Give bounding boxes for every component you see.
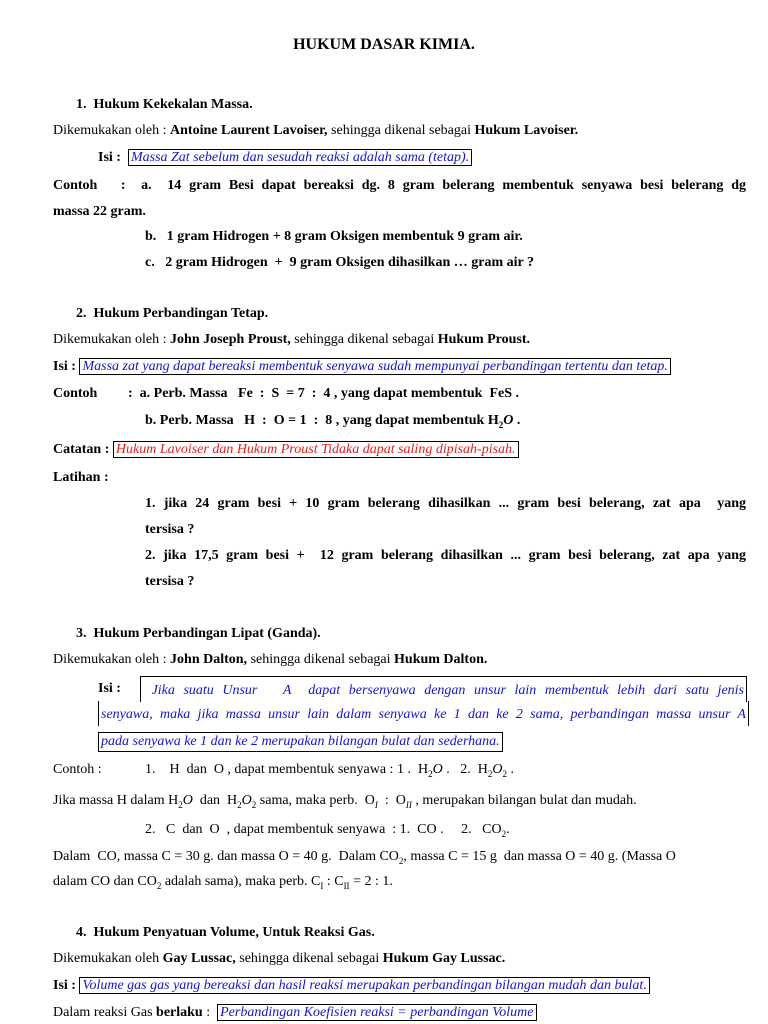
subscript: I [374,799,378,810]
law-name: Hukum Lavoiser. [474,123,579,138]
page-title: HUKUM DASAR KIMIA. [293,36,475,53]
section-3-explanation-line2 [53,873,393,895]
rule-prefix: Dalam reaksi Gas [53,1005,157,1020]
ratio-colon: : O [377,793,406,808]
exercise-2-line2: tersisa ? [145,574,195,589]
isi-label: Isi : [53,359,76,374]
element-o: O [432,762,443,777]
author-mid: sehingga dikenal sebagai [327,123,475,138]
formula-element: O [503,413,514,428]
element-o: O [492,762,503,777]
example-1-end: . [506,762,514,777]
author-mid: sehingga dikenal sebagai [235,951,383,966]
isi-box-row2 [98,701,749,726]
author-mid: sehingga dikenal sebagai [247,652,395,667]
subscript: 2 [398,855,404,866]
subscript: 2 [428,768,433,779]
subscript: 2 [237,799,242,810]
author-prefix: Dikemukakan oleh [53,951,163,966]
exercise-2-line1: 2. jika 17,5 gram besi + 12 gram belerang dihasilkan ... gram besi belerang, zat apa yang [145,548,746,563]
ratio-mid: dan H [192,793,238,808]
author-prefix: Dikemukakan oleh : [53,652,171,667]
section-3-heading: 3. Hukum Perbandingan Lipat (Ganda). [76,626,321,641]
section-3-example-2 [145,821,510,843]
section-2-note [53,441,519,459]
isi-box: Massa zat yang dapat bereaksi membentuk senyawa sudah mempunyai perbandingan tertentu dan tetap. [79,358,670,375]
explanation-d: = 2 : 1. [349,874,393,889]
subscript: 2 [501,828,507,839]
section-1-heading: 1. Hukum Kekekalan Massa. [76,97,253,112]
formula-prefix: b. Perb. Massa H : O = 1 : 8 , yang dapat membentuk H [145,413,499,428]
section-2-example-a: : a. Perb. Massa Fe : S = 7 : 4 , yang dapat membentuk FeS . [128,386,520,401]
note-box: Hukum Lavoiser dan Hukum Proust Tidaka dapat saling dipisah-pisah. [113,441,519,458]
ratio-prefix: Jika massa H dalam H [53,793,179,808]
author-mid: sehingga dikenal sebagai [290,332,438,347]
subscript: 2 [487,768,493,779]
rule-box: Perbandingan Koefisien reaksi = perbandingan Volume [217,1004,536,1021]
section-2-example-label: Contoh [53,386,98,401]
isi-label: Isi : [53,978,76,993]
subscript: 2 [251,799,257,810]
isi-line1: Jika suatu Unsur A dapat bersenyawa dengan unsur lain membentuk lebih dari satu jenis [143,683,744,698]
exercise-1-line1: 1. jika 24 gram besi + 10 gram belerang dihasilkan ... gram besi belerang, zat apa yang [145,496,746,511]
section-2-exercise-label: Latihan : [53,470,109,485]
section-3-explanation-line1 [53,848,746,870]
section-2-example-b [145,412,520,434]
section-3-author [53,651,487,669]
formula-subscript: 2 [498,419,504,430]
explanation-a: Dalam CO, massa C = 30 g. dan massa O = 40 g. Dalam CO [53,849,399,864]
subscript: 2 [156,880,162,891]
isi-label: Isi : [98,150,121,165]
exercise-2 [145,543,746,595]
subscript: II [343,880,350,891]
subscript: II [405,799,412,810]
section-3-isi-label: Isi : [98,681,121,696]
section-3-ratio-line [53,792,637,814]
explanation-a: dalam CO dan CO [53,874,157,889]
author-name: John Joseph Proust, [170,332,291,347]
example-1-text: 1. H dan O , dapat membentuk senyawa : 1 . H [145,762,429,777]
section-2-author [53,331,530,349]
exercise-1-line2: tersisa ? [145,522,195,537]
ratio-mid2: sama, maka perb. O [256,793,375,808]
section-1-example-a-line1: Contoh : a. 14 gram Besi dapat bereaksi dg. 8 gram belerang membentuk senyawa besi belerang dg [53,178,746,193]
section-1-author [53,122,578,140]
section-4-rule [53,1004,537,1022]
explanation-b: , massa C = 15 g dan massa O = 40 g. (Massa O [403,849,676,864]
subscript: 2 [178,799,183,810]
law-name: Hukum Proust. [437,332,531,347]
section-3-example-1 [145,761,514,783]
isi-box: Volume gas gas yang bereaksi dan hasil reaksi merupakan perbandingan bilangan mudah dan bulat. [79,977,649,994]
law-name: Hukum Gay Lussac. [382,951,506,966]
section-4-author [53,950,505,968]
ratio-end: , merupakan bilangan bulat dan mudah. [411,793,637,808]
example-1-mid: . 2. H [442,762,488,777]
section-1-isi [98,149,472,167]
author-name: John Dalton, [170,652,248,667]
author-prefix: Dikemukakan oleh : [53,123,171,138]
isi-line2: senyawa, maka jika massa unsur lain dalam senyawa ke 1 dan ke 2 sama, perbandingan massa unsur A [101,707,746,722]
section-2-isi [53,358,671,376]
author-name: Gay Lussac, [162,951,236,966]
isi-box-row3: pada senyawa ke 1 dan ke 2 merupakan bilangan bulat dan sederhana. [98,732,503,752]
author-prefix: Dikemukakan oleh : [53,332,171,347]
formula-end: . [513,413,521,428]
subscript: I [320,880,324,891]
isi-box-row1 [140,676,747,702]
section-2-heading: 2. Hukum Perbandingan Tetap. [76,306,269,321]
section-4-heading: 4. Hukum Penyatuan Volume, Untuk Reaksi Gas. [76,925,375,940]
explanation-c: : C [323,874,344,889]
isi-box: Massa Zat sebelum dan sesudah reaksi adalah sama (tetap). [128,149,472,166]
note-label: Catatan : [53,442,110,457]
section-3-example-label: Contoh : [53,762,102,777]
author-name: Antoine Laurent Lavoiser, [170,123,328,138]
example-2-end: . [506,822,510,837]
rule-colon: : [202,1005,218,1020]
example-2-text: 2. C dan O , dapat membentuk senyawa : 1. CO . 2. CO [145,822,502,837]
section-1-example-a-line2: massa 22 gram. [53,204,146,219]
law-name: Hukum Dalton. [394,652,488,667]
section-1-example-b: b. 1 gram Hidrogen + 8 gram Oksigen membentuk 9 gram air. [145,229,523,244]
explanation-b: adalah sama), maka perb. C [161,874,321,889]
rule-bold: berlaku [156,1005,203,1020]
section-4-isi [53,977,650,995]
element-o: O [182,793,193,808]
section-1-example-c: c. 2 gram Hidrogen + 9 gram Oksigen dihasilkan … gram air ? [145,255,534,270]
element-o: O [241,793,252,808]
subscript: 2 [502,768,507,779]
exercise-1 [145,491,746,543]
